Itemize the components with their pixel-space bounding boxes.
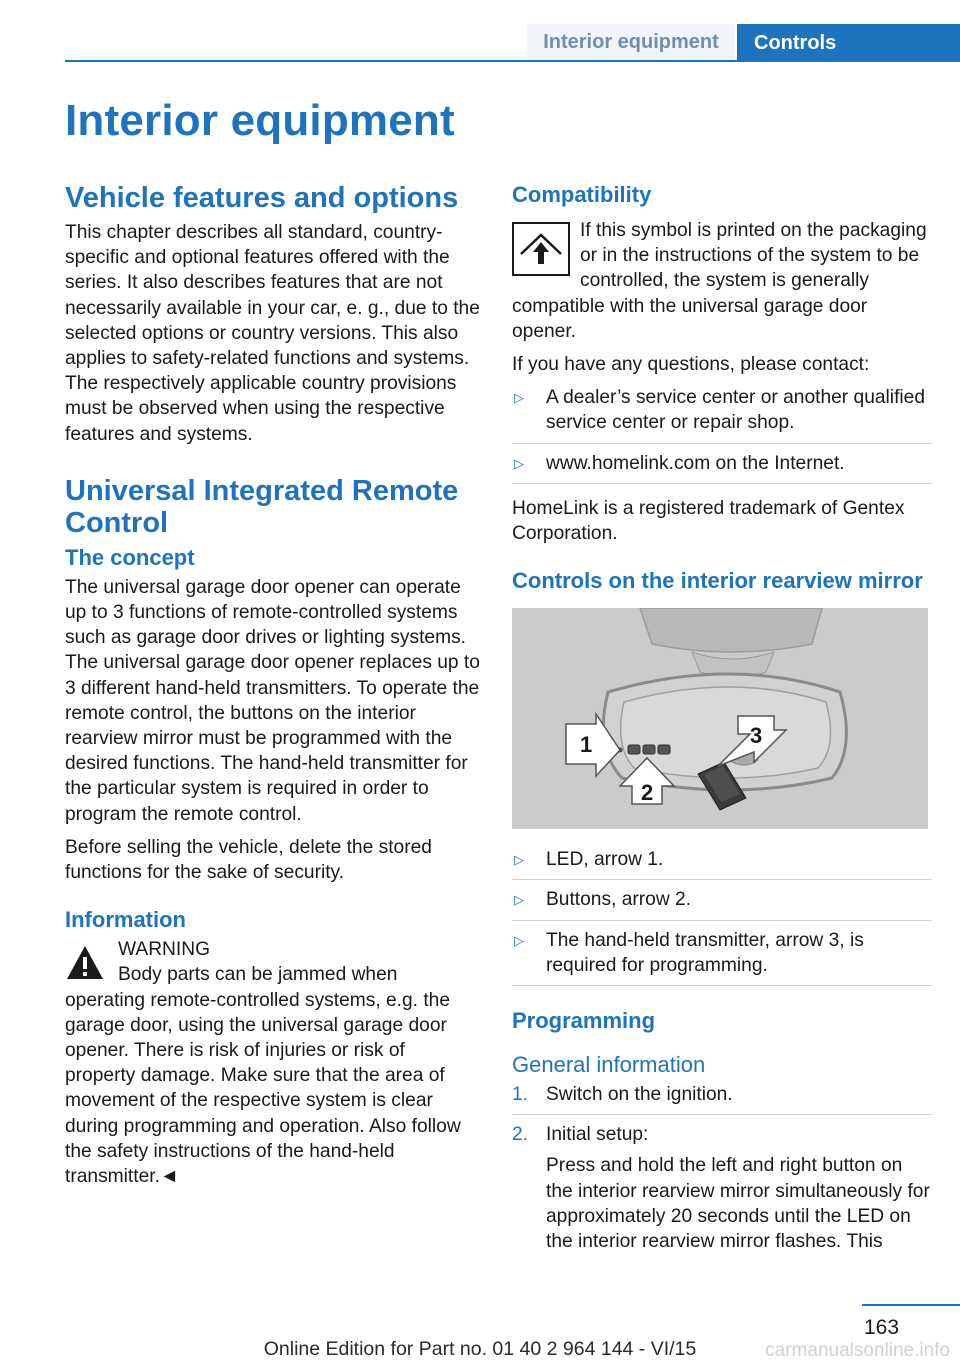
homelink-symbol-icon bbox=[512, 222, 570, 276]
bullet-triangle-icon: ▷ bbox=[514, 390, 524, 406]
header-rule bbox=[65, 60, 960, 62]
list-item: ▷ Buttons, arrow 2. bbox=[512, 887, 932, 920]
mirror-illustration bbox=[512, 608, 928, 829]
contact-list bbox=[512, 385, 932, 484]
list-item: ▷ A dealer’s service center or another qualified service center or repair shop. bbox=[512, 385, 932, 443]
bullet-triangle-icon: ▷ bbox=[514, 455, 524, 471]
compatibility-block bbox=[512, 218, 932, 344]
paragraph-concept: The universal garage door opener can operate up to 3 functions of remote-controlled systems such as garage door drives or lighting systems. The universal garage door opener replaces up to 3 different hand-held transmitters. To operate the remote control, the buttons on the interior rearview mirror must be programmed with the desired functions. The hand-held transmitter for the particular system is required in order to program the remote control. bbox=[65, 576, 480, 825]
paragraph-selling: Before selling the vehicle, delete the stored functions for the sake of security. bbox=[65, 836, 432, 884]
heading-compatibility: Compatibility bbox=[512, 182, 652, 207]
paragraph-questions: If you have any questions, please contact: bbox=[512, 354, 870, 376]
rearview-mirror-figure bbox=[512, 608, 928, 829]
watermark: carmanualsonline.info bbox=[765, 1340, 950, 1361]
heading-concept: The concept bbox=[65, 544, 195, 570]
left-column bbox=[65, 182, 480, 1197]
paragraph-vehicle-features: This chapter describes all standard, country-specific and optional features offered with the series. It also describes features that are not necessarily available in your car, e. g., due to the selected options or country versions. This also applies to safety-related functions and systems. The respectively applicable country provisions must be observed when using the respective features and systems. bbox=[65, 222, 480, 445]
warning-text: Body parts can be jammed when operating remote-controlled systems, e.g. the garage door, using the universal garage door opener. There is risk of injuries or risk of property damage. Make sure that the area of movement of the respective system is clear during programming and operation. Also follow the safety instructions of the hand-held transmitter.◄ bbox=[65, 964, 461, 1188]
paragraph-compatibility: If this symbol is printed on the packaging or in the instructions of the system to be controlled, the system is generally compatible with the universal garage door opener. bbox=[512, 220, 927, 342]
warning-triangle-icon bbox=[65, 943, 105, 983]
list-item: ▷ LED, arrow 1. bbox=[512, 847, 932, 880]
warning-block bbox=[65, 937, 480, 1189]
bullet-triangle-icon: ▷ bbox=[514, 852, 524, 868]
arrow-label-3: 3 bbox=[750, 723, 763, 749]
list-item: ▷ The hand-held transmitter, arrow 3, is required for programming. bbox=[512, 928, 932, 986]
bullet-triangle-icon: ▷ bbox=[514, 892, 524, 908]
heading-vehicle-features: Vehicle features and options bbox=[65, 182, 459, 214]
tab-interior-equipment[interactable]: Interior equipment bbox=[527, 24, 735, 60]
list-item: ▷ www.homelink.com on the Internet. bbox=[512, 451, 932, 484]
edition-footer: Online Edition for Part no. 01 40 2 964 144 - VI/15 bbox=[263, 1338, 697, 1360]
list-item: 2. Initial setup: Press and hold the left and right button on the interior rearview mirror simultaneously for approximately 20 seconds until the LED on the interior rearview mirror flashes. This bbox=[512, 1124, 930, 1253]
list-item: 1. Switch on the ignition. bbox=[512, 1082, 932, 1115]
arrow-label-2: 2 bbox=[641, 780, 654, 806]
heading-controls-mirror: Controls on the interior rearview mirror bbox=[512, 568, 923, 594]
heading-programming: Programming bbox=[512, 1008, 656, 1034]
page-number: 163 bbox=[864, 1316, 900, 1339]
legend-list bbox=[512, 847, 932, 986]
arrow-label-1: 1 bbox=[580, 732, 593, 758]
heading-universal-remote: Universal Integrated Remote Control bbox=[65, 474, 459, 539]
end-mark-icon: ◄ bbox=[159, 1166, 179, 1188]
heading-general-information: General information bbox=[512, 1052, 706, 1078]
warning-label: WARNING bbox=[118, 939, 211, 961]
steps-list bbox=[512, 1082, 932, 1261]
right-column bbox=[512, 182, 932, 1268]
paragraph-trademark: HomeLink is a registered trademark of Gentex Corporation. bbox=[512, 497, 905, 545]
footer-rule bbox=[862, 1304, 960, 1306]
heading-information: Information bbox=[65, 907, 186, 933]
bullet-triangle-icon: ▷ bbox=[514, 932, 524, 948]
page-title: Interior equipment bbox=[65, 96, 455, 145]
tab-controls[interactable]: Controls bbox=[737, 24, 960, 62]
